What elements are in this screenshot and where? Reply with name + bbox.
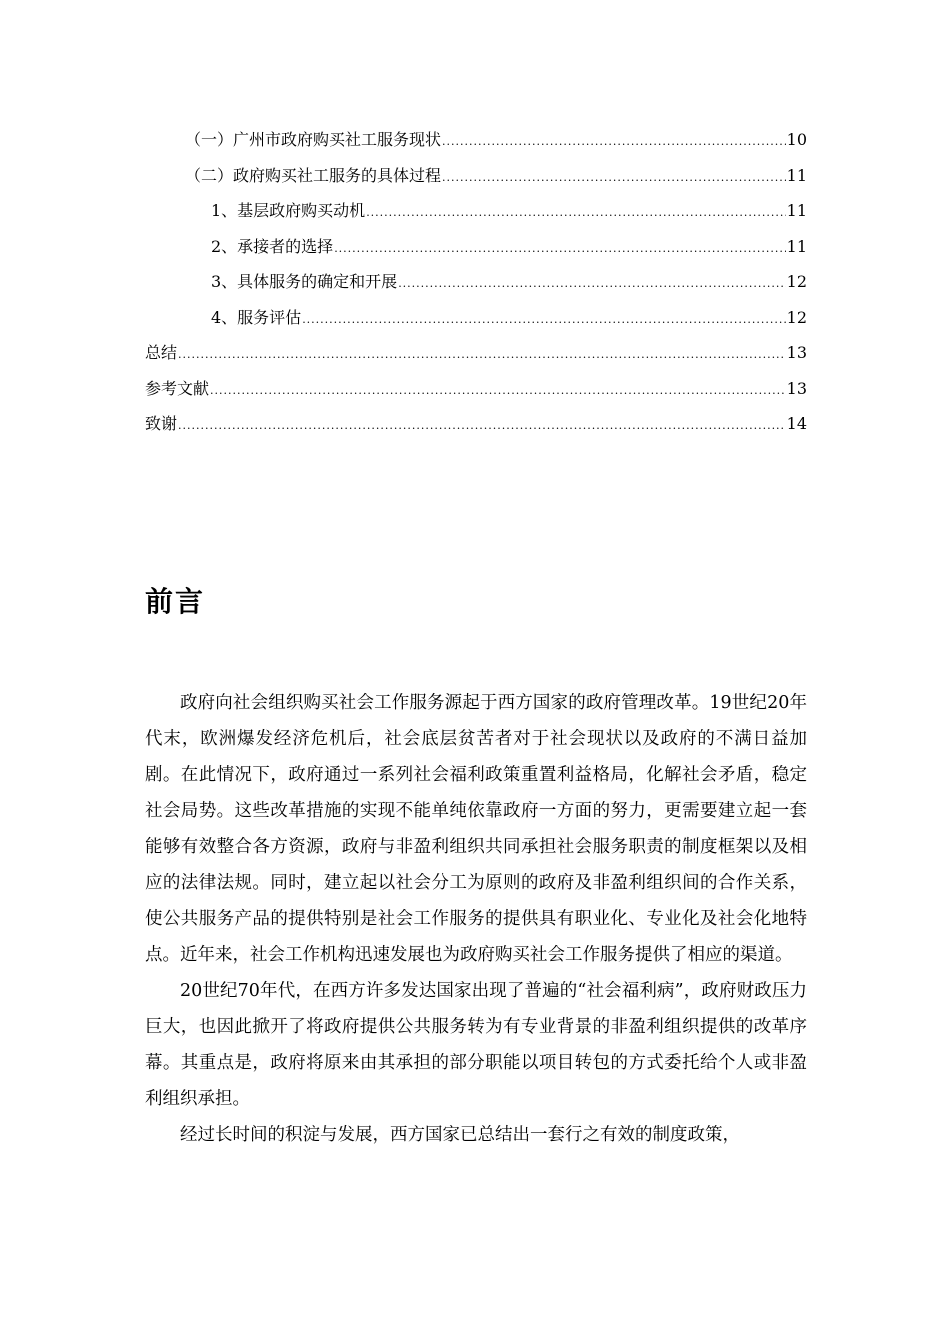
toc-entry-label: 致谢 [145,414,178,433]
toc-entry-page: 12 [786,272,807,291]
toc-entry-page: 11 [786,201,807,220]
toc-entry-label: 参考文献 [145,378,210,398]
toc-entry[interactable] [145,300,807,336]
body-paragraph: 20世纪70年代，在西方许多发达国家出现了普遍的“社会福利病”，政府财政压力巨大，也因此掀开了将政府提供公共服务转为有专业背景的非盈利组织提供的改革序幕。其重点是，政府将原来由其承担的部分职能以项目转包的方式委托给个人或非盈利组织承担。 [145,981,807,1109]
toc-entry[interactable] [145,193,807,229]
toc-leader-dots [442,124,786,158]
toc-entry-page: 13 [786,343,807,362]
toc-entry-label: （一）广州市政府购买社工服务现状 [185,130,442,149]
toc-entry-page: 11 [786,165,807,185]
toc-leader-dots [442,160,786,194]
toc-entry-label: （二）政府购买社工服务的具体过程 [185,165,442,185]
toc-entry[interactable] [145,406,807,442]
toc-entry-label: 总结 [145,343,178,362]
toc-entry[interactable] [145,264,807,300]
toc-leader-dots [398,266,785,300]
body-paragraph: 经过长时间的积淀与发展，西方国家已总结出一套行之有效的制度政策， [180,1125,740,1145]
toc-entry-page: 14 [786,414,807,433]
toc-entry[interactable] [145,122,807,158]
toc-entry[interactable] [145,371,807,407]
toc-entry-label: 1、基层政府购买动机 [211,201,366,220]
toc-leader-dots [178,408,786,442]
toc-entry[interactable] [145,158,807,194]
toc-leader-dots [210,373,786,407]
section-body [145,685,807,1153]
toc-entry-label: 3、具体服务的确定和开展 [211,272,398,291]
toc-entry-label: 2、承接者的选择 [211,236,334,256]
toc-leader-dots [334,231,785,265]
toc-leader-dots [302,302,785,336]
table-of-contents [145,122,807,442]
toc-entry-page: 10 [786,130,807,149]
toc-entry-page: 13 [786,378,807,398]
toc-entry-label: 4、服务评估 [211,307,302,327]
toc-leader-dots [366,195,785,229]
toc-entry[interactable] [145,335,807,371]
toc-entry[interactable] [145,229,807,265]
toc-entry-page: 12 [786,307,807,327]
section-heading: 前言 [145,585,206,618]
toc-leader-dots [178,337,786,371]
body-paragraph: 政府向社会组织购买社会工作服务源起于西方国家的政府管理改革。19世纪20年代末，欧洲爆发经济危机后，社会底层贫苦者对于社会现状以及政府的不满日益加剧。在此情况下，政府通过一系列社会福利政策重置利益格局，化解社会矛盾，稳定社会局势。这些改革措施的实现不能单纯依靠政府一方面的努力，更需要建立起一套能够有效整合各方资源，政府与非盈利组织共同承担社会服务职责的制度框架以及相应的法律法规。同时，建立起以社会分工为原则的政府及非盈利组织间的合作关系，使公共服务产品的提供特别是社会工作服务的提供具有职业化、专业化及社会化地特点。近年来，社会工作机构迅速发展也为政府购买社会工作服务提供了相应的渠道。 [145,693,807,965]
toc-entry-page: 11 [786,236,807,256]
